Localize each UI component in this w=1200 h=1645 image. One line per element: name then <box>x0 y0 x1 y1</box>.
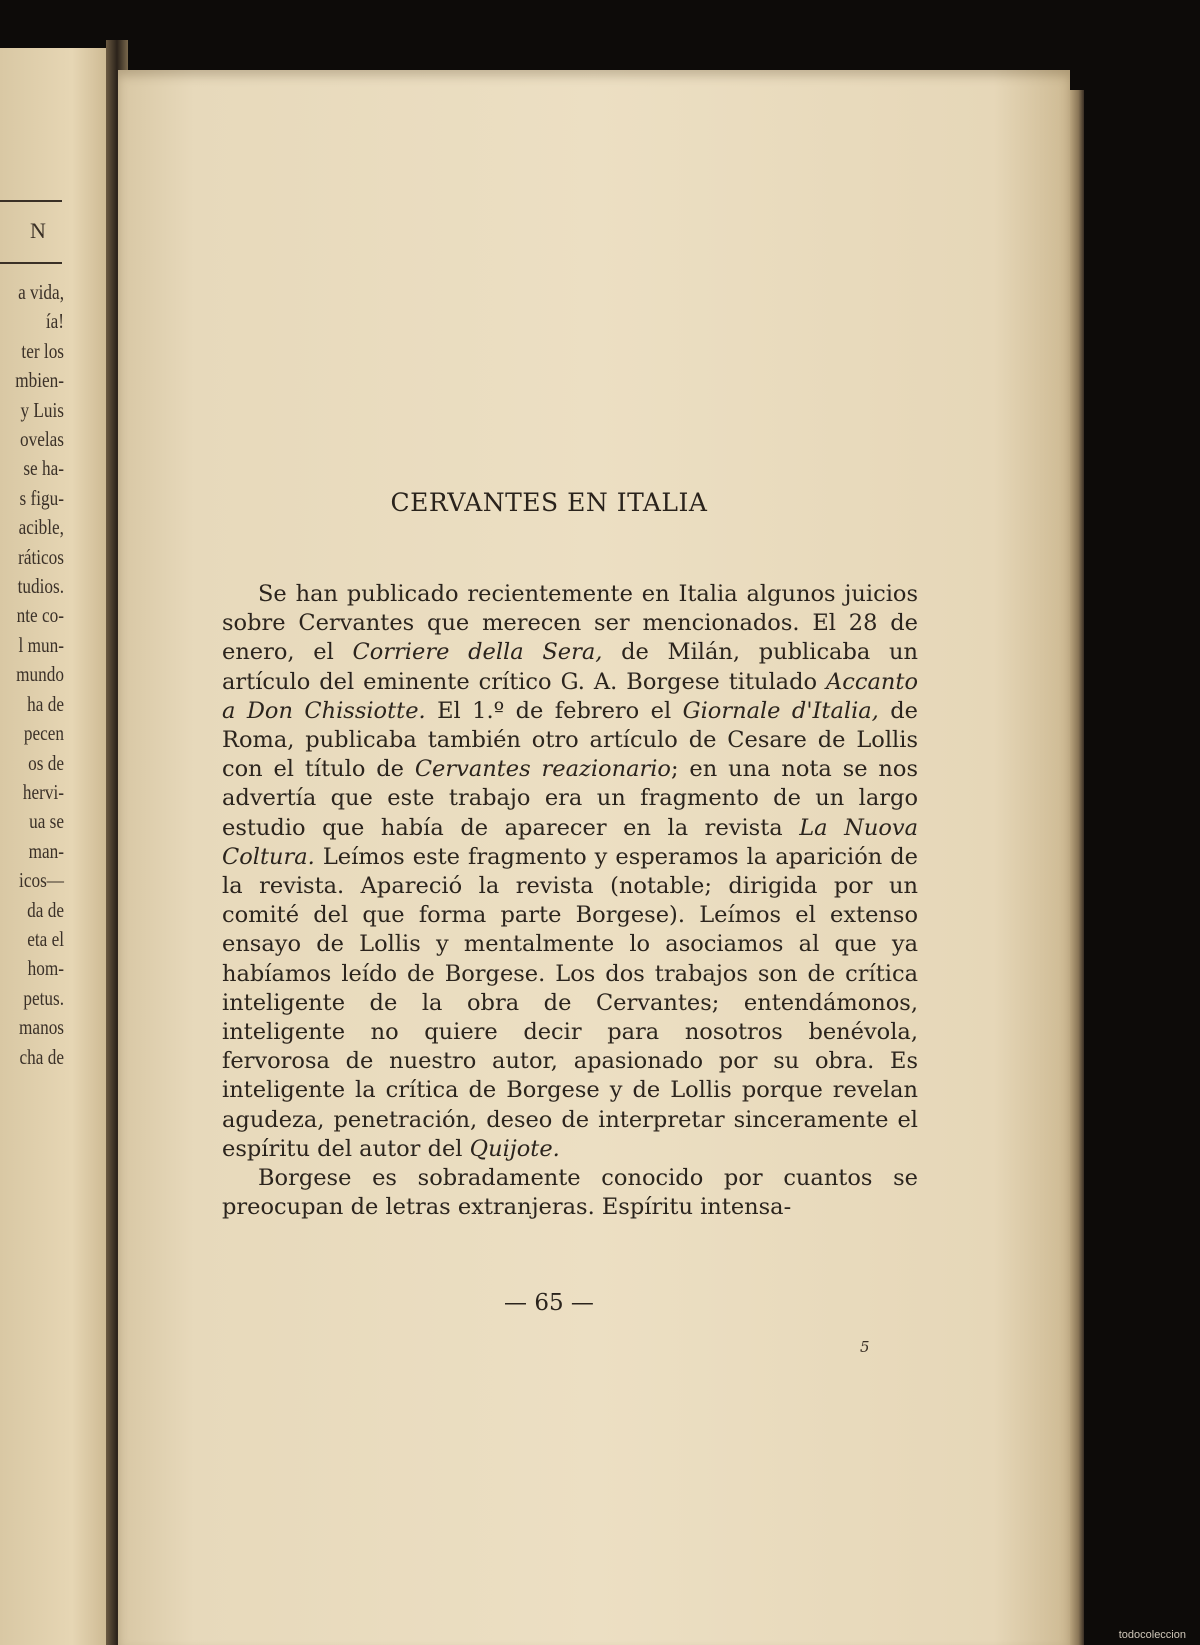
text-run: de Milán, publicaba un artículo del eminente crítico G. A. Borgese titulado <box>222 639 918 695</box>
previous-page-line: ha de <box>27 691 64 716</box>
previous-page-line: pecen <box>23 721 64 746</box>
italic-title-run: Quijote. <box>469 1135 560 1162</box>
header-rule-bottom <box>0 262 62 264</box>
previous-page-line: mbien- <box>15 368 64 393</box>
previous-page-line: nte co- <box>16 603 64 628</box>
previous-page-line: ua se <box>29 809 64 834</box>
paragraph <box>222 1164 918 1222</box>
previous-page-line: se ha- <box>23 456 64 481</box>
previous-page-line: eta el <box>27 926 64 951</box>
previous-page-line: acible, <box>18 515 64 540</box>
paragraph <box>222 580 918 1164</box>
page-number: — 65 — <box>504 1290 594 1316</box>
italic-title-run: Cervantes reazionario <box>414 756 671 783</box>
previous-page-line: ráticos <box>18 544 65 569</box>
previous-page-line: cha de <box>19 1044 64 1069</box>
page-edge <box>1070 90 1084 1645</box>
italic-title-run: La Nuova Coltura. <box>222 814 918 870</box>
text-run: Leímos este fragmento y esperamos la aparición de la revista. Apareció la revista (notable; dirigida por un comité del que forma parte Borgese). Leímos el extenso ensayo de Lollis y mentalmente lo asociamos al que ya habíamos leído de Borgese. Los dos trabajos son de crítica inteligente de la obra de Cervantes; entendámonos, inteligente no quiere decir para nosotros benévola, fervorosa de nuestro autor, apasionado por su obra. Es inteligente la crítica de Borgese y de Lollis porque revelan agudeza, penetración, deseo de interpretar sinceramente el espíritu del autor del <box>222 843 918 1162</box>
previous-page-line: petus. <box>23 985 64 1010</box>
signature-mark: 5 <box>860 1338 870 1356</box>
italic-title-run: Giornale d'Italia, <box>682 697 879 724</box>
previous-page-line: y Luis <box>20 397 64 422</box>
previous-page-line: hervi- <box>22 779 64 804</box>
previous-page-line: ovelas <box>20 427 64 452</box>
previous-page-line: manos <box>19 1015 64 1040</box>
previous-page-text <box>12 278 64 1072</box>
text-run: Borgese es sobradamente conocido por cuantos se preocupan de letras extranjeras. Espíritu intensa- <box>222 1165 918 1221</box>
previous-page-line: l mun- <box>18 632 64 657</box>
chapter-title: CERVANTES EN ITALIA <box>390 488 708 517</box>
previous-page <box>0 48 120 1645</box>
previous-page-line: ter los <box>21 338 64 363</box>
text-run: de Roma, publicaba también otro artículo de Cesare de Lollis con el título de <box>222 697 918 783</box>
previous-page-header: N <box>30 218 46 243</box>
italic-title-run: Accanto a Don Chissiotte. <box>222 668 918 724</box>
previous-page-line: da de <box>27 897 64 922</box>
text-run: ; en una nota se nos advertía que este trabajo era un fragmento de un largo estudio que había de aparecer en la revista <box>222 756 918 841</box>
previous-page-line: s figu- <box>19 485 64 510</box>
previous-page-line: a vida, <box>18 280 65 304</box>
previous-page-line: icos— <box>19 868 64 893</box>
header-rule-top <box>0 200 62 202</box>
text-run: El 1.º de febrero el <box>425 697 683 724</box>
body-text <box>222 580 918 1222</box>
previous-page-line: mundo <box>16 662 64 687</box>
previous-page-line: hom- <box>27 956 64 981</box>
previous-page-line: os de <box>28 750 64 775</box>
previous-page-line: tudios. <box>17 574 64 599</box>
italic-title-run: Corriere della Sera, <box>352 639 603 666</box>
previous-page-line: ía! <box>45 309 64 334</box>
previous-page-line: man- <box>28 838 64 863</box>
watermark: todocoleccion <box>1118 1629 1186 1641</box>
text-run: Se han publicado recientemente en Italia algunos juicios sobre Cervantes que merecen ser mencionados. El 28 de enero, el <box>222 581 918 666</box>
